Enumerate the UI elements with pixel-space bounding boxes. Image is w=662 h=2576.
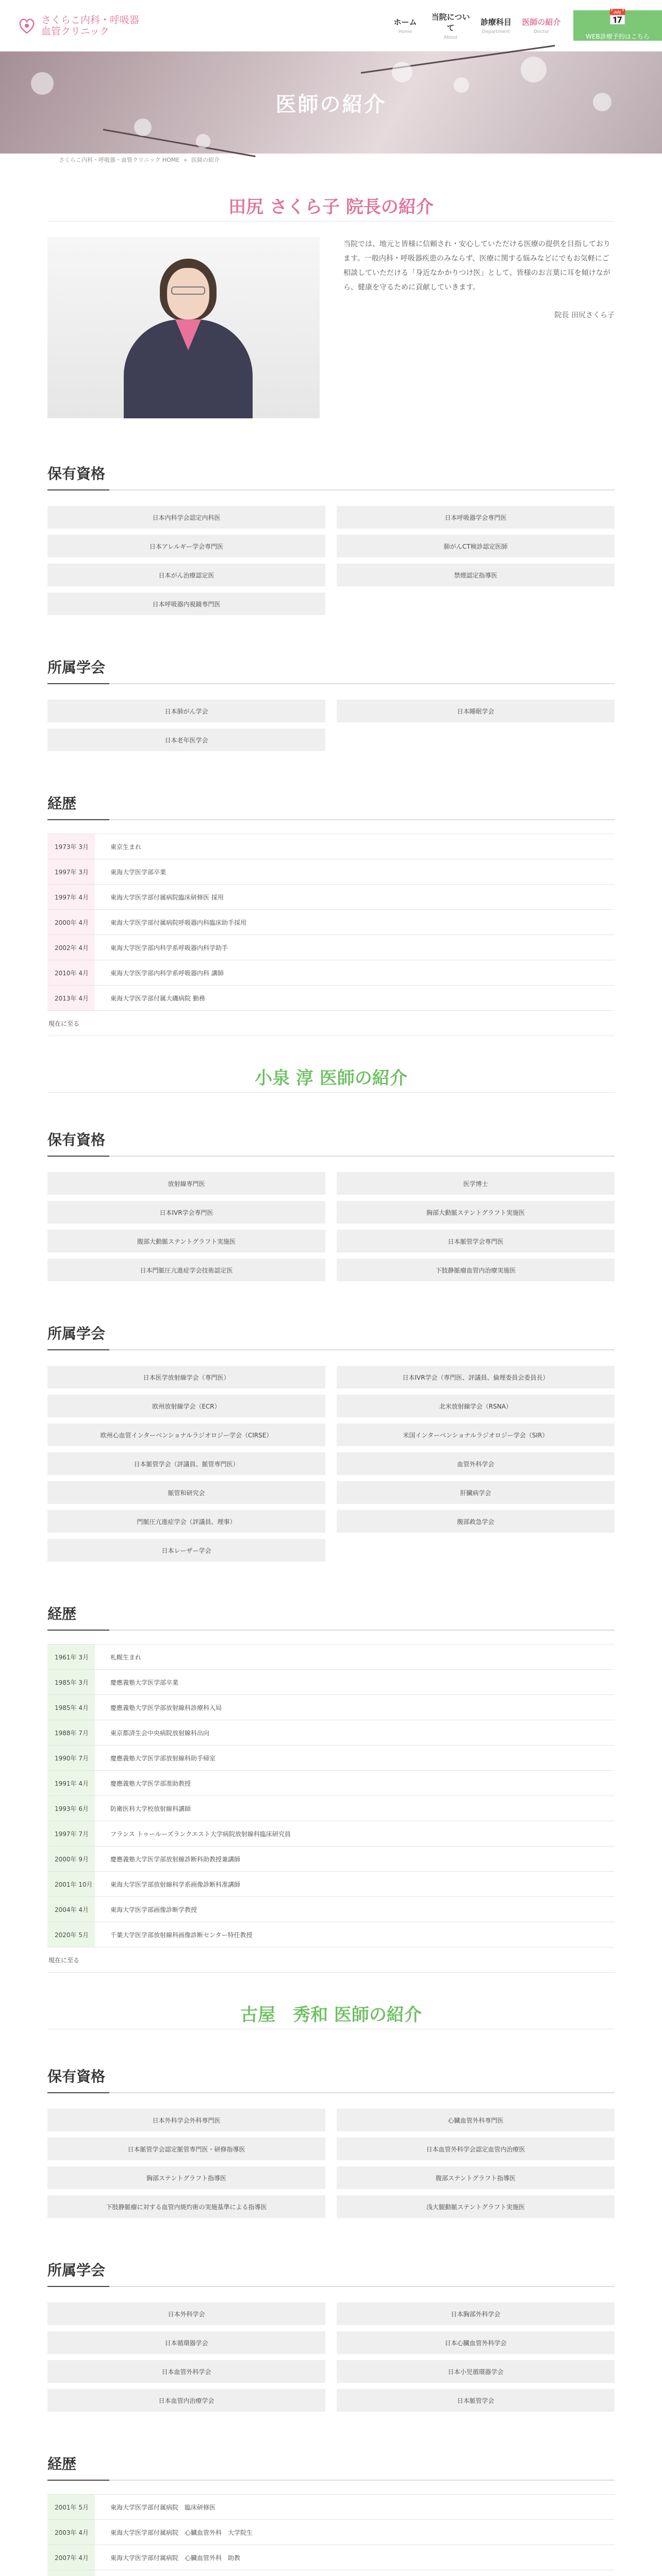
breadcrumb-separator: »	[184, 156, 187, 163]
history-detail: 慶應義塾大学医学部放射線診断科助教授兼講師	[110, 1855, 241, 1863]
breadcrumb-home[interactable]: さくらこ内科・呼吸器・血管クリニック HOME	[59, 157, 180, 163]
history-date: 2000年 4月	[47, 910, 95, 935]
qualification-item: 日本アレルギー学会専門医	[47, 535, 325, 557]
qualification-item: 医学博士	[337, 1172, 615, 1195]
history-date: 2010年 4月	[47, 960, 95, 985]
history-table	[47, 834, 615, 1036]
history-date: 2007年 4月	[47, 2545, 95, 2570]
nav-label: 診療科目	[480, 18, 511, 27]
history-detail: 東海大学医学部放射線科学系画像診断科准講師	[110, 1880, 241, 1888]
qualifications-heading: 保有資格	[47, 463, 615, 490]
society-item: 北米放射線学会（RSNA）	[337, 1395, 615, 1417]
intro-signature: 院長 田尻さくら子	[554, 311, 615, 319]
nav-sublabel: Doctor	[533, 29, 550, 35]
history-date	[47, 2570, 95, 2576]
history-date: 1990年 7月	[47, 1745, 95, 1770]
history-row	[47, 935, 615, 960]
qualification-item: 日本血管外科学会認定血管内治療医	[337, 2138, 615, 2160]
history-detail: 東海大学医学部内科学系呼吸器内科学助手	[110, 944, 228, 952]
reserve-label: WEB診療予約はこちら	[586, 33, 650, 40]
nav-label: 当院について	[431, 12, 470, 32]
society-item: 日本小児循環器学会	[337, 2360, 615, 2383]
qualification-item: 放射線専門医	[47, 1172, 325, 1195]
site-logo[interactable]	[0, 0, 383, 51]
history-detail: 札幌生まれ	[110, 1653, 142, 1661]
qualification-item: 日本外科学会外科専門医	[47, 2109, 325, 2131]
history-detail: 東海大学医学部卒業	[110, 868, 167, 876]
society-item: 日本循環器学会	[47, 2331, 325, 2354]
qualification-item: 下肢静脈瘤に対する血管内焼灼術の実施基準による指導医	[47, 2195, 325, 2218]
nav-department[interactable]	[473, 16, 519, 35]
nav-about[interactable]	[428, 11, 473, 40]
history-detail: フランス トゥールーズランクエスト大学病院放射線科臨床研究員	[110, 1830, 291, 1838]
web-reserve-button[interactable]	[573, 10, 662, 41]
history-row	[47, 2520, 615, 2545]
history-detail: 防衛医科大学校放射線科講師	[110, 1805, 191, 1812]
history-detail: 慶應義塾大学医学部准助教授	[110, 1780, 191, 1787]
history-date: 2020年 5月	[47, 1922, 95, 1947]
society-item: 日本脈管学会（評議員、脈管専門医）	[47, 1452, 325, 1475]
history-row	[47, 910, 615, 935]
history-date: 現在に至る	[47, 1011, 95, 1036]
qualification-item: 日本がん治療認定医	[47, 564, 325, 586]
calendar-icon: 📅	[608, 9, 627, 27]
history-detail: 東海大学医学部付属大磯病院 勤務	[110, 994, 205, 1002]
breadcrumb-current: 医師の紹介	[191, 157, 220, 163]
nav-label: 医師の紹介	[522, 18, 561, 27]
history-date: 1988年 7月	[47, 1720, 95, 1745]
qualification-item: 禁煙認定指導医	[337, 564, 615, 586]
society-item: 日本脈管学会	[337, 2389, 615, 2412]
history-date: 1991年 4月	[47, 1771, 95, 1795]
society-item: 欧州放射線学会（ECR）	[47, 1395, 325, 1417]
history-row	[47, 1947, 615, 1973]
history-row	[47, 1796, 615, 1821]
history-detail: 東海大学医学部付属病院呼吸器内科臨床助手採用	[110, 919, 247, 926]
history-date: 2004年 4月	[47, 1897, 95, 1922]
society-item: 日本血管内治療学会	[47, 2389, 325, 2412]
society-item: 門脈圧亢進症学会（評議員、理事）	[47, 1510, 325, 1533]
history-row	[47, 2570, 615, 2576]
nav-home[interactable]	[383, 16, 428, 35]
doctor-title: 田尻 さくら子 院長の紹介	[228, 197, 434, 217]
logo-line1: さくらこ内科・呼吸器	[41, 14, 140, 26]
nav-sublabel: Department	[482, 29, 510, 35]
history-row	[47, 960, 615, 986]
history-date: 2002年 4月	[47, 935, 95, 960]
history-row	[47, 2545, 615, 2570]
history-date: 1985年 3月	[47, 1670, 95, 1694]
history-row	[47, 1821, 615, 1846]
history-row	[47, 986, 615, 1011]
society-item: 日本血管外科学会	[47, 2360, 325, 2383]
history-date: 2001年 10月	[47, 1872, 95, 1896]
history-row	[47, 1872, 615, 1897]
doctor-photo	[47, 237, 320, 418]
society-item: 血管外科学会	[337, 1452, 615, 1475]
society-item: 欧州心血管インターベンショナルラジオロジー学会（CIRSE）	[47, 1423, 325, 1446]
society-item: 日本胸部外科学会	[337, 2302, 615, 2325]
society-item: 日本医学放射線学会（専門医）	[47, 1366, 325, 1388]
history-date: 1961年 3月	[47, 1645, 95, 1669]
history-row	[47, 2495, 615, 2520]
qualification-item: 日本呼吸器学会専門医	[337, 506, 615, 529]
page-title: 医師の紹介	[275, 92, 387, 116]
doctor-title: 小泉 淳 医師の紹介	[255, 1068, 407, 1089]
society-item: 日本睡眠学会	[337, 700, 615, 722]
breadcrumb	[0, 155, 662, 165]
doctor-intro	[47, 237, 615, 418]
society-item: 米国インターベンショナルラジオロジー学会（SIR）	[337, 1423, 615, 1446]
qualification-item: 浅大腿動脈ステントグラフト実施医	[337, 2195, 615, 2218]
qualification-item: 日本脈管学会認定脈管専門医・研修指導医	[47, 2138, 325, 2160]
society-item: 肝臓病学会	[337, 1481, 615, 1504]
history-table	[47, 1644, 615, 1973]
site-header	[0, 0, 662, 52]
history-detail: 東海大学医学部付属病院臨床研修医 採用	[110, 893, 224, 901]
history-date: 1997年 4月	[47, 885, 95, 909]
history-date: 1973年 3月	[47, 834, 95, 859]
qualifications-list	[47, 2109, 615, 2218]
societies-heading: 所属学会	[47, 2259, 615, 2287]
nav-label: ホーム	[393, 18, 417, 27]
history-detail: 東海大学医学部画像診断学教授	[110, 1906, 197, 1913]
history-row	[47, 1670, 615, 1695]
history-row	[47, 1897, 615, 1922]
qualifications-list	[47, 506, 615, 615]
societies-list	[47, 700, 615, 751]
doctor-title: 古屋 秀和 医師の紹介	[240, 2005, 422, 2025]
history-row	[47, 1846, 615, 1872]
history-heading: 経歴	[47, 1603, 615, 1631]
society-item: 日本レーザー学会	[47, 1539, 325, 1562]
history-date: 1993年 6月	[47, 1796, 95, 1821]
history-date: 1997年 3月	[47, 859, 95, 884]
history-row	[47, 1720, 615, 1745]
history-row	[47, 1645, 615, 1670]
societies-list	[47, 1366, 615, 1562]
history-heading: 経歴	[47, 792, 615, 820]
page-hero	[0, 52, 662, 154]
society-item: 日本外科学会	[47, 2302, 325, 2325]
history-row	[47, 885, 615, 910]
qualification-item: 日本内科学会認定内科医	[47, 506, 325, 529]
qualification-item: 日本呼吸器内視鏡専門医	[47, 592, 325, 615]
societies-heading: 所属学会	[47, 1323, 615, 1350]
qualification-item: 下肢静脈瘤血管内治療実施医	[337, 1259, 615, 1281]
qualifications-list	[47, 1172, 615, 1281]
nav-doctor[interactable]	[519, 16, 564, 35]
qualifications-heading: 保有資格	[47, 2065, 615, 2093]
history-row	[47, 859, 615, 885]
history-detail: 慶應義塾大学医学部卒業	[110, 1679, 179, 1686]
qualification-item: 心臓血管外科専門医	[337, 2109, 615, 2131]
history-date: 2013年 4月	[47, 986, 95, 1010]
society-item: 脈管和研究会	[47, 1481, 325, 1504]
qualification-item: 日本IVR学会専門医	[47, 1201, 325, 1224]
history-detail: 東京都済生会中央病院放射線科出向	[110, 1729, 210, 1737]
history-heading: 経歴	[47, 2453, 615, 2481]
society-item: 日本老年医学会	[47, 728, 325, 751]
nav-sublabel: About	[443, 35, 458, 40]
history-row	[47, 834, 615, 859]
history-date: 2003年 4月	[47, 2520, 95, 2545]
history-row	[47, 1771, 615, 1796]
society-item: 腹部救急学会	[337, 1510, 615, 1533]
societies-heading: 所属学会	[47, 656, 615, 684]
qualification-item: 肺がんCT検診認定医師	[337, 535, 615, 557]
clinic-logo-icon	[16, 15, 37, 36]
history-detail: 慶應義塾大学医学部放射線科助手帰室	[110, 1754, 216, 1762]
history-detail: 東海大学医学部付属病院 心臓血管外科 助教	[110, 2554, 241, 2562]
history-detail: 東海大学医学部付属病院 臨床研修医	[110, 2503, 216, 2511]
societies-list	[47, 2302, 615, 2412]
history-detail: 慶應義塾大学医学部放射線科診療科入局	[110, 1704, 222, 1711]
qualification-item: 日本門脈圧亢進症学会技術認定医	[47, 1259, 325, 1281]
qualification-item: 腹部大動脈ステントグラフト実施医	[47, 1230, 325, 1252]
main-nav	[383, 0, 662, 51]
qualification-item: 胸部大動脈ステントグラフト実施医	[337, 1201, 615, 1224]
nav-sublabel: Home	[398, 29, 412, 35]
history-date: 2000年 9月	[47, 1846, 95, 1871]
society-item: 日本IVR学会（専門医、評議員、倫理委員会委員長）	[337, 1366, 615, 1388]
qualification-item: 腹部ステントグラフト指導医	[337, 2166, 615, 2189]
history-date: 現在に至る	[47, 1947, 95, 1972]
society-item: 日本心臓血管外科学会	[337, 2331, 615, 2354]
history-date: 1997年 7月	[47, 1821, 95, 1846]
history-row	[47, 1922, 615, 1947]
qualification-item: 日本脈管学会専門医	[337, 1230, 615, 1252]
history-date: 1985年 4月	[47, 1695, 95, 1720]
logo-line2: 血管クリニック	[41, 25, 109, 37]
history-detail: 東海大学医学部内科学系呼吸器内科 講師	[110, 969, 224, 977]
qualification-item: 胸部ステントグラフト指導医	[47, 2166, 325, 2189]
history-detail: 東海大学医学部付属病院 心臓血管外科 大学院生	[110, 2529, 253, 2536]
history-detail: 東京生まれ	[110, 843, 142, 851]
intro-text: 当院では、地元と皆様に信頼され・安心していただける医療の提供を目指しております。一般内科・呼吸器疾患のみならず、医療に関する悩みなどにでもお気軽にご相談していただける「身近なかかりつけ医」として、皆様のお言葉に耳を傾けながら、健康を守るために貢献していきます。	[343, 240, 610, 292]
history-row	[47, 1011, 615, 1036]
history-row	[47, 1745, 615, 1771]
society-item: 日本肺がん学会	[47, 700, 325, 722]
history-row	[47, 1695, 615, 1720]
history-date: 2001年 5月	[47, 2495, 95, 2519]
qualifications-heading: 保有資格	[47, 1129, 615, 1157]
history-table	[47, 2494, 615, 2576]
history-detail: 千葉大学医学部放射線科画像診断センター特任教授	[110, 1931, 253, 1939]
